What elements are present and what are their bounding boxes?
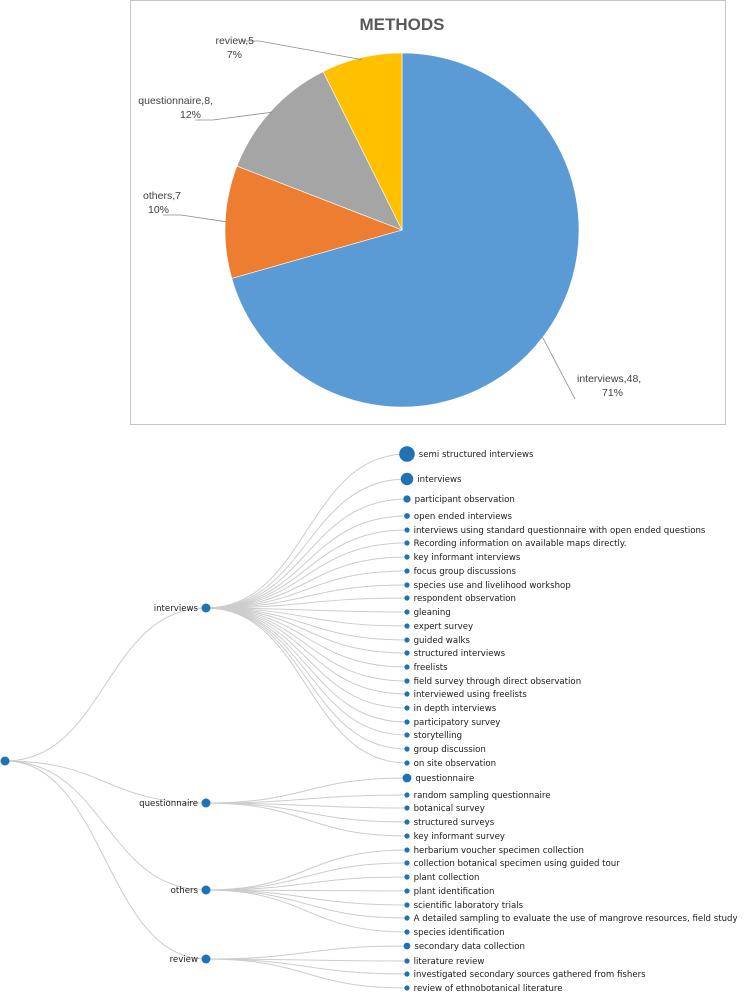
link-interviews-leaf <box>206 557 407 608</box>
leaf-label: guided walks <box>413 636 470 646</box>
link-interviews-leaf <box>206 608 407 735</box>
leaf-node[interactable] <box>404 527 409 532</box>
leaf-label: interviews using standard questionnaire with open ended questions <box>413 526 706 536</box>
leaf-label: A detailed sampling to evaluate the use of mangrove resources, field study <box>413 914 738 924</box>
leaf-label: key informant interviews <box>413 553 521 563</box>
leaf-label: species identification <box>413 928 505 938</box>
leaf-node[interactable] <box>404 805 409 810</box>
leaf-node[interactable] <box>401 473 413 485</box>
link-others-leaf <box>206 863 407 890</box>
leaf-label: interviews <box>417 475 462 485</box>
leaf-node[interactable] <box>404 746 409 751</box>
leaf-label: interviewed using freelists <box>413 690 527 700</box>
leaf-label: secondary data collection <box>414 942 525 952</box>
link-others-leaf <box>206 890 407 905</box>
link-others-leaf <box>206 890 407 932</box>
pie-leader-interviews <box>542 335 575 399</box>
method-tree <box>0 430 752 992</box>
leaf-node[interactable] <box>404 568 409 573</box>
leaf-label: Recording information on available maps directly. <box>413 539 627 549</box>
group-label-others: others <box>170 886 198 896</box>
leaf-label: plant collection <box>413 873 480 883</box>
leaf-label: species use and livelihood workshop <box>413 581 571 591</box>
link-others-leaf <box>206 877 407 890</box>
leaf-node[interactable] <box>404 650 409 655</box>
leaf-label: participant observation <box>414 495 515 505</box>
leaf-node[interactable] <box>404 637 409 642</box>
leaf-label: structured surveys <box>413 818 495 828</box>
leaf-label: questionnaire <box>415 774 475 784</box>
group-node-others[interactable] <box>202 886 211 895</box>
pie-label-others: others,7 <box>143 190 181 202</box>
leaf-label: plant identification <box>413 887 495 897</box>
leaf-label: group discussion <box>413 745 486 755</box>
leaf-node[interactable] <box>404 623 409 628</box>
leaf-node[interactable] <box>404 819 409 824</box>
leaf-node[interactable] <box>404 792 409 797</box>
link-interviews-leaf <box>206 499 407 608</box>
leaf-label: respondent observation <box>413 594 516 604</box>
leaf-node[interactable] <box>404 833 409 838</box>
link-interviews-leaf <box>206 608 407 763</box>
leaf-node[interactable] <box>404 860 409 865</box>
leaf-label: botanical survey <box>413 804 485 814</box>
link-interviews-leaf <box>206 479 407 608</box>
leaf-label: open ended interviews <box>413 512 513 522</box>
leaf-node[interactable] <box>404 915 409 920</box>
leaf-node[interactable] <box>404 847 409 852</box>
leaf-node[interactable] <box>404 971 409 976</box>
pie-label-questionnaire: questionnaire,8, <box>138 95 213 107</box>
leaf-node[interactable] <box>404 958 409 963</box>
leaf-label: semi structured interviews <box>418 450 534 460</box>
leaf-label: expert survey <box>413 622 474 632</box>
leaf-node[interactable] <box>404 902 409 907</box>
leaf-node[interactable] <box>403 495 410 502</box>
link-root-questionnaire <box>5 761 206 803</box>
leaf-label: review of ethnobotanical literature <box>413 984 563 992</box>
leaf-node[interactable] <box>404 540 409 545</box>
leaf-label: freelists <box>413 663 448 673</box>
group-label-review: review <box>169 955 198 965</box>
root-node[interactable] <box>1 757 10 766</box>
leaf-node[interactable] <box>404 705 409 710</box>
link-review-leaf <box>206 946 407 959</box>
leaf-node[interactable] <box>404 691 409 696</box>
leaf-node[interactable] <box>404 929 409 934</box>
group-node-review[interactable] <box>202 955 211 964</box>
link-interviews-leaf <box>206 608 407 708</box>
pie-chart-panel <box>130 0 726 425</box>
link-root-review <box>5 761 206 959</box>
leaf-node[interactable] <box>404 609 409 614</box>
leaf-label: on site observation <box>413 759 497 769</box>
leaf-label: participatory survey <box>413 718 501 728</box>
leaf-node[interactable] <box>404 664 409 669</box>
link-interviews-leaf <box>206 608 407 681</box>
leaf-node[interactable] <box>404 678 409 683</box>
pie-percent-interviews: 71% <box>602 387 624 399</box>
group-node-interviews[interactable] <box>202 604 211 613</box>
leaf-label: investigated secondary sources gathered from fishers <box>413 970 646 980</box>
leaf-label: literature review <box>413 957 485 967</box>
leaf-node[interactable] <box>403 774 412 783</box>
pie-leader-others <box>163 215 227 222</box>
leaf-node[interactable] <box>404 760 409 765</box>
group-label-interviews: interviews <box>153 604 198 614</box>
leaf-label: focus group discussions <box>413 567 516 577</box>
leaf-label: collection botanical specimen using guided tour <box>413 859 620 869</box>
leaf-label: field survey through direct observation <box>413 677 582 687</box>
leaf-node[interactable] <box>404 985 409 990</box>
pie-label-interviews: interviews,48, <box>577 373 642 385</box>
leaf-node[interactable] <box>404 582 409 587</box>
link-interviews-leaf <box>206 516 407 608</box>
leaf-node[interactable] <box>404 554 409 559</box>
group-node-questionnaire[interactable] <box>202 799 211 808</box>
leaf-node[interactable] <box>399 446 415 462</box>
leaf-node[interactable] <box>404 719 409 724</box>
link-interviews-leaf <box>206 454 407 608</box>
link-root-interviews <box>5 608 206 761</box>
pie-percent-review: 7% <box>226 49 242 61</box>
leaf-node[interactable] <box>404 874 409 879</box>
pie-percent-questionnaire: 12% <box>179 109 201 121</box>
leaf-node[interactable] <box>404 943 411 950</box>
leaf-label: key informant survey <box>413 832 505 842</box>
leaf-label: scientific laboratory trials <box>413 901 524 911</box>
leaf-node[interactable] <box>404 732 409 737</box>
leaf-node[interactable] <box>404 888 409 893</box>
leaf-label: structured interviews <box>413 649 506 659</box>
leaf-node[interactable] <box>404 595 409 600</box>
leaf-label: gleaning <box>413 608 451 618</box>
pie-chart <box>131 1 727 426</box>
pie-title: METHODS <box>359 15 445 34</box>
pie-leader-questionnaire <box>195 112 273 120</box>
leaf-label: in depth interviews <box>413 704 497 714</box>
leaf-label: random sampling questionnaire <box>413 791 551 801</box>
leaf-label: herbarium voucher specimen collection <box>413 846 584 856</box>
leaf-label: storytelling <box>413 731 463 741</box>
pie-percent-others: 10% <box>147 204 169 216</box>
pie-leader-review <box>241 41 362 60</box>
link-interviews-leaf <box>206 608 407 653</box>
link-root-others <box>5 761 206 890</box>
group-label-questionnaire: questionnaire <box>139 799 198 809</box>
pie-label-review: review,5 <box>215 35 254 47</box>
leaf-node[interactable] <box>404 513 410 519</box>
